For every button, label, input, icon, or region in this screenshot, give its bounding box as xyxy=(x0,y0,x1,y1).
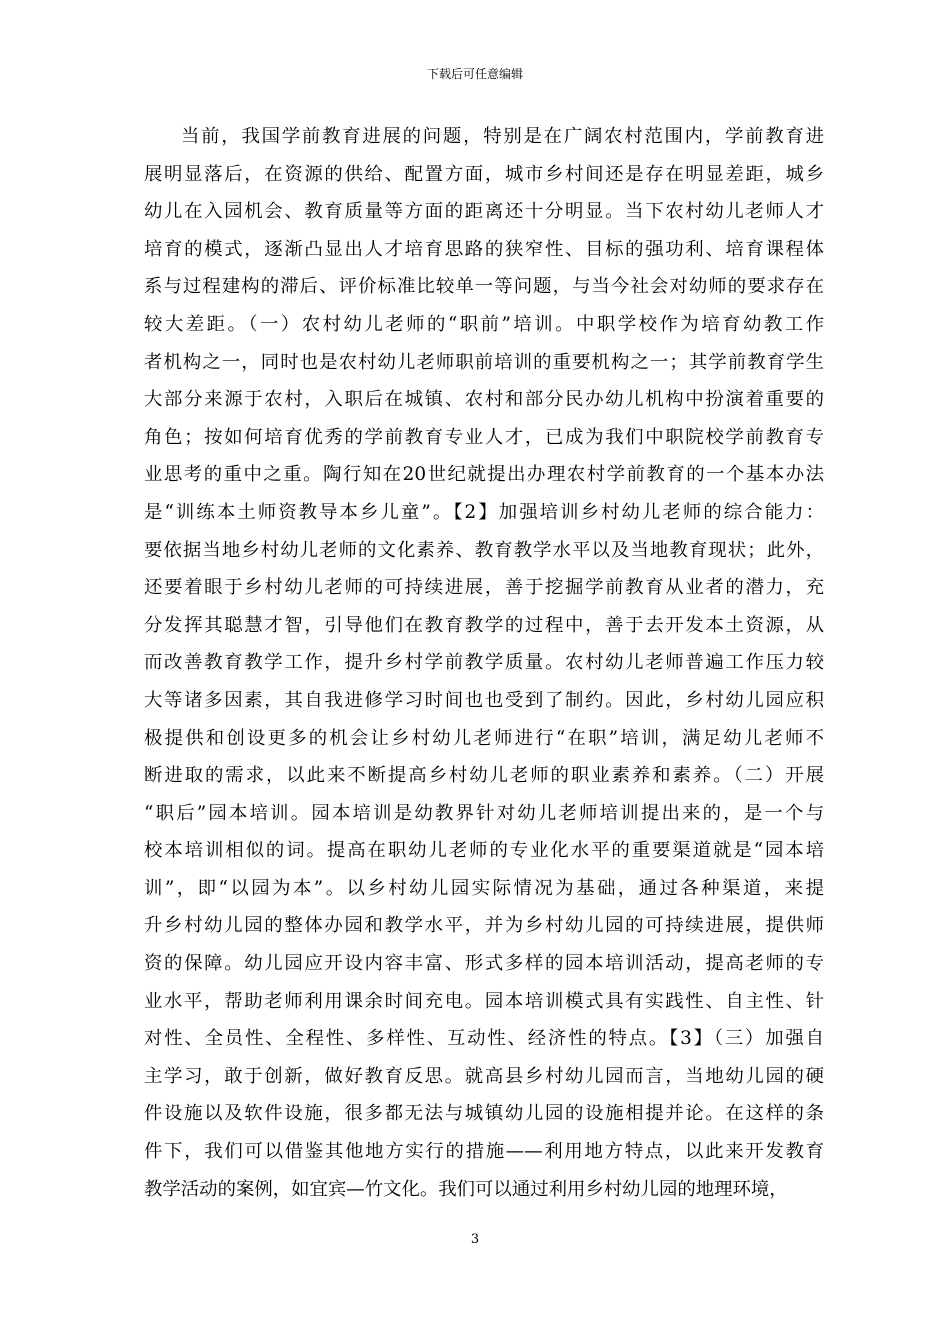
text-line: 角色；按如何培育优秀的学前教育专业人才，已成为我们中职院校学前教育专 xyxy=(144,426,824,448)
text-line: 大等诸多因素，其自我进修学习时间也也受到了制约。因此，乡村幼儿园应积 xyxy=(144,689,824,711)
text-line: 升乡村幼儿园的整体办园和教学水平，并为乡村幼儿园的可持续进展，提供师 xyxy=(144,915,824,937)
text-line: 要依据当地乡村幼儿老师的文化素养、教育教学水平以及当地教育现状；此外， xyxy=(144,539,824,561)
text-line: 断进取的需求，以此来不断提高乡村幼儿老师的职业素养和素养。（二）开展 xyxy=(144,765,824,787)
text-line: 幼儿在入园机会、教育质量等方面的距离还十分明显。当下农村幼儿老师人才 xyxy=(144,201,824,223)
text-line: 者机构之一，同时也是农村幼儿老师职前培训的重要机构之一；其学前教育学生 xyxy=(144,351,824,373)
text-line: 业水平，帮助老师利用课余时间充电。园本培训模式具有实践性、自主性、针 xyxy=(144,990,824,1012)
text-line: 件下，我们可以借鉴其他地方实行的措施——利用地方特点，以此来开发教育 xyxy=(144,1141,824,1163)
text-line: 分发挥其聪慧才智，引导他们在教育教学的过程中，善于去开发本土资源，从 xyxy=(144,614,824,636)
text-line: 培育的模式，逐渐凸显出人才培育思路的狭窄性、目标的强功利、培育课程体 xyxy=(144,238,824,260)
text-line: 大部分来源于农村，入职后在城镇、农村和部分民办幼儿机构中扮演着重要的 xyxy=(144,389,824,411)
text-line: 系与过程建构的滞后、评价标准比较单一等问题，与当今社会对幼师的要求存在 xyxy=(144,276,824,298)
text-line: 对性、全员性、全程性、多样性、互动性、经济性的特点。【3】（三）加强自 xyxy=(144,1028,824,1050)
page-header: 下载后可任意编辑 xyxy=(426,67,523,81)
text-line: “职后”园本培训。园本培训是幼教界针对幼儿老师培训提出来的，是一个与 xyxy=(144,802,824,824)
text-line: 较大差距。（一）农村幼儿老师的“职前”培训。中职学校作为培育幼教工作 xyxy=(144,313,824,335)
text-line: 展明显落后，在资源的供给、配置方面，城市乡村间还是存在明显差距，城乡 xyxy=(144,163,824,185)
text-line: 极提供和创设更多的机会让乡村幼儿老师进行“在职”培训，满足幼儿老师不 xyxy=(144,727,824,749)
text-line: 业思考的重中之重。陶行知在20世纪就提出办理农村学前教育的一个基本办法 xyxy=(144,464,824,486)
page-number: 3 xyxy=(470,1232,480,1247)
text-line: 训”，即“以园为本”。以乡村幼儿园实际情况为基础，通过各种渠道，来提 xyxy=(144,877,824,899)
text-line: 当前，我国学前教育进展的问题，特别是在广阔农村范围内，学前教育进 xyxy=(181,126,824,147)
text-line: 资的保障。幼儿园应开设内容丰富、形式多样的园本培训活动，提高老师的专 xyxy=(144,953,824,975)
text-line: 而改善教育教学工作，提升乡村学前教学质量。农村幼儿老师普遍工作压力较 xyxy=(144,652,824,674)
text-line: 校本培训相似的词。提高在职幼儿老师的专业化水平的重要渠道就是“园本培 xyxy=(144,840,824,862)
body-text xyxy=(144,118,824,1208)
text-line: 教学活动的案例，如宜宾—竹文化。我们可以通过利用乡村幼儿园的地理环境， xyxy=(144,1178,788,1200)
text-line: 是“训练本土师资教导本乡儿童”。【2】加强培训乡村幼儿老师的综合能力： xyxy=(144,501,824,523)
text-line: 主学习，敢于创新，做好教育反思。就高县乡村幼儿园而言，当地幼儿园的硬 xyxy=(144,1065,824,1087)
text-line: 件设施以及软件设施，很多都无法与城镇幼儿园的设施相提并论。在这样的条 xyxy=(144,1103,824,1125)
text-line: 还要着眼于乡村幼儿老师的可持续进展，善于挖掘学前教育从业者的潜力，充 xyxy=(144,577,824,599)
